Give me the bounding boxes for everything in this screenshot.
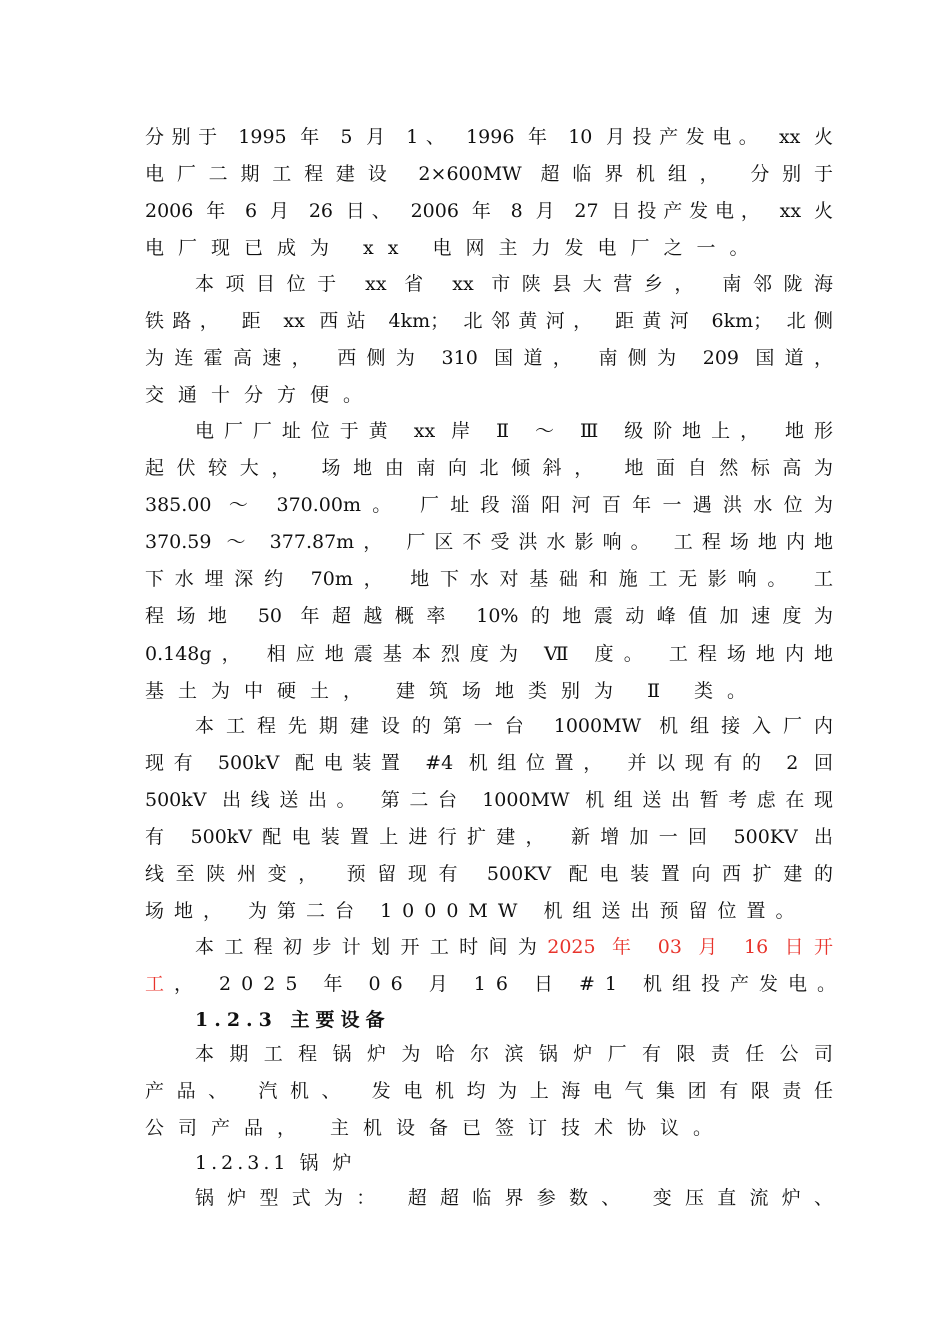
text-line: 分别于 1995 年 5 月 1、 1996 年 10 月投产发电。 xx 火: [145, 126, 833, 148]
paragraph-start-line: 电厂厂址位于黄 xx 岸 Ⅱ ～ Ⅲ 级阶地上， 地形: [195, 420, 833, 442]
subsection-heading: 1.2.3.1 锅 炉: [195, 1152, 356, 1174]
paragraph-start-line: 本期工程锅炉为哈尔滨锅炉厂有限责任公司: [195, 1043, 833, 1065]
text-line: 程场地 50 年超越概率 10%的地震动峰值加速度为: [145, 605, 833, 627]
text-line: 有 500kV配电装置上进行扩建， 新增加一回 500KV 出: [145, 826, 833, 848]
schedule-prefix: 本工程初步计划开工时间为: [195, 936, 548, 958]
paragraph-start-line: 本项目位于 xx 省 xx 市陕县大营乡， 南邻陇海: [195, 273, 833, 295]
text-line: 2006 年 6 月 26 日、 2006 年 8 月 27 日投产发电， xx 火: [145, 200, 833, 222]
schedule-start-date-end: 工: [145, 973, 175, 995]
schedule-line: [195, 934, 833, 960]
text-line: 起伏较大， 场地由南向北倾斜， 地面自然标高为: [145, 457, 833, 479]
text-line: 现有 500kV 配电装置 #4 机组位置， 并以现有的 2 回: [145, 752, 833, 774]
text-line: 线至陕州变， 预留现有 500KV 配电装置向西扩建的: [145, 863, 833, 885]
text-line: 0.148g， 相应地震基本烈度为 Ⅶ 度。 工程场地内地: [145, 643, 833, 665]
text-line: 385.00 ～ 370.00m。 厂址段淄阳河百年一遇洪水位为: [145, 494, 833, 516]
text-line: 电厂现已成为 xx 电网主力发电厂之一。: [145, 237, 763, 259]
text-line: 基土为中硬土， 建筑场地类别为 Ⅱ 类。: [145, 680, 761, 702]
text-line: 锅炉型式为： 超超临界参数、 变压直流炉、: [195, 1187, 833, 1209]
text-line: 为连霍高速， 西侧为 310 国道， 南侧为 209 国道，: [145, 347, 833, 369]
text-line: 铁路， 距 xx 西站 4km； 北邻黄河， 距黄河 6km； 北侧: [145, 310, 833, 332]
text-line: 370.59 ～ 377.87m， 厂区不受洪水影响。 工程场地内地: [145, 531, 833, 553]
text-line: 产品、 汽机、 发电机均为上海电气集团有限责任: [145, 1080, 833, 1102]
text-line: 下水埋深约 70m， 地下水对基础和施工无影响。 工: [145, 568, 833, 590]
text-line: 交通十分方便。: [145, 384, 377, 406]
schedule-line-2: [145, 971, 847, 997]
schedule-suffix: ， 2025 年 06 月 16 日 #1 机组投产发电。: [174, 973, 847, 995]
schedule-start-date: 2025 年 03 月 16 日开: [547, 936, 833, 958]
text-line: 场地， 为第二台 1000MW 机组送出预留位置。: [145, 900, 805, 922]
text-line: 500kV 出线送出。 第二台 1000MW 机组送出暂考虑在现: [145, 789, 833, 811]
paragraph-start-line: 本工程先期建设的第一台 1000MW 机组接入厂内: [195, 715, 833, 737]
text-line: 电厂二期工程建设 2×600MW 超临界机组， 分别于: [145, 163, 833, 185]
text-line: 公司产品， 主机设备已签订技术协议。: [145, 1117, 727, 1139]
section-heading: 1.2.3 主要设备: [195, 1009, 391, 1031]
